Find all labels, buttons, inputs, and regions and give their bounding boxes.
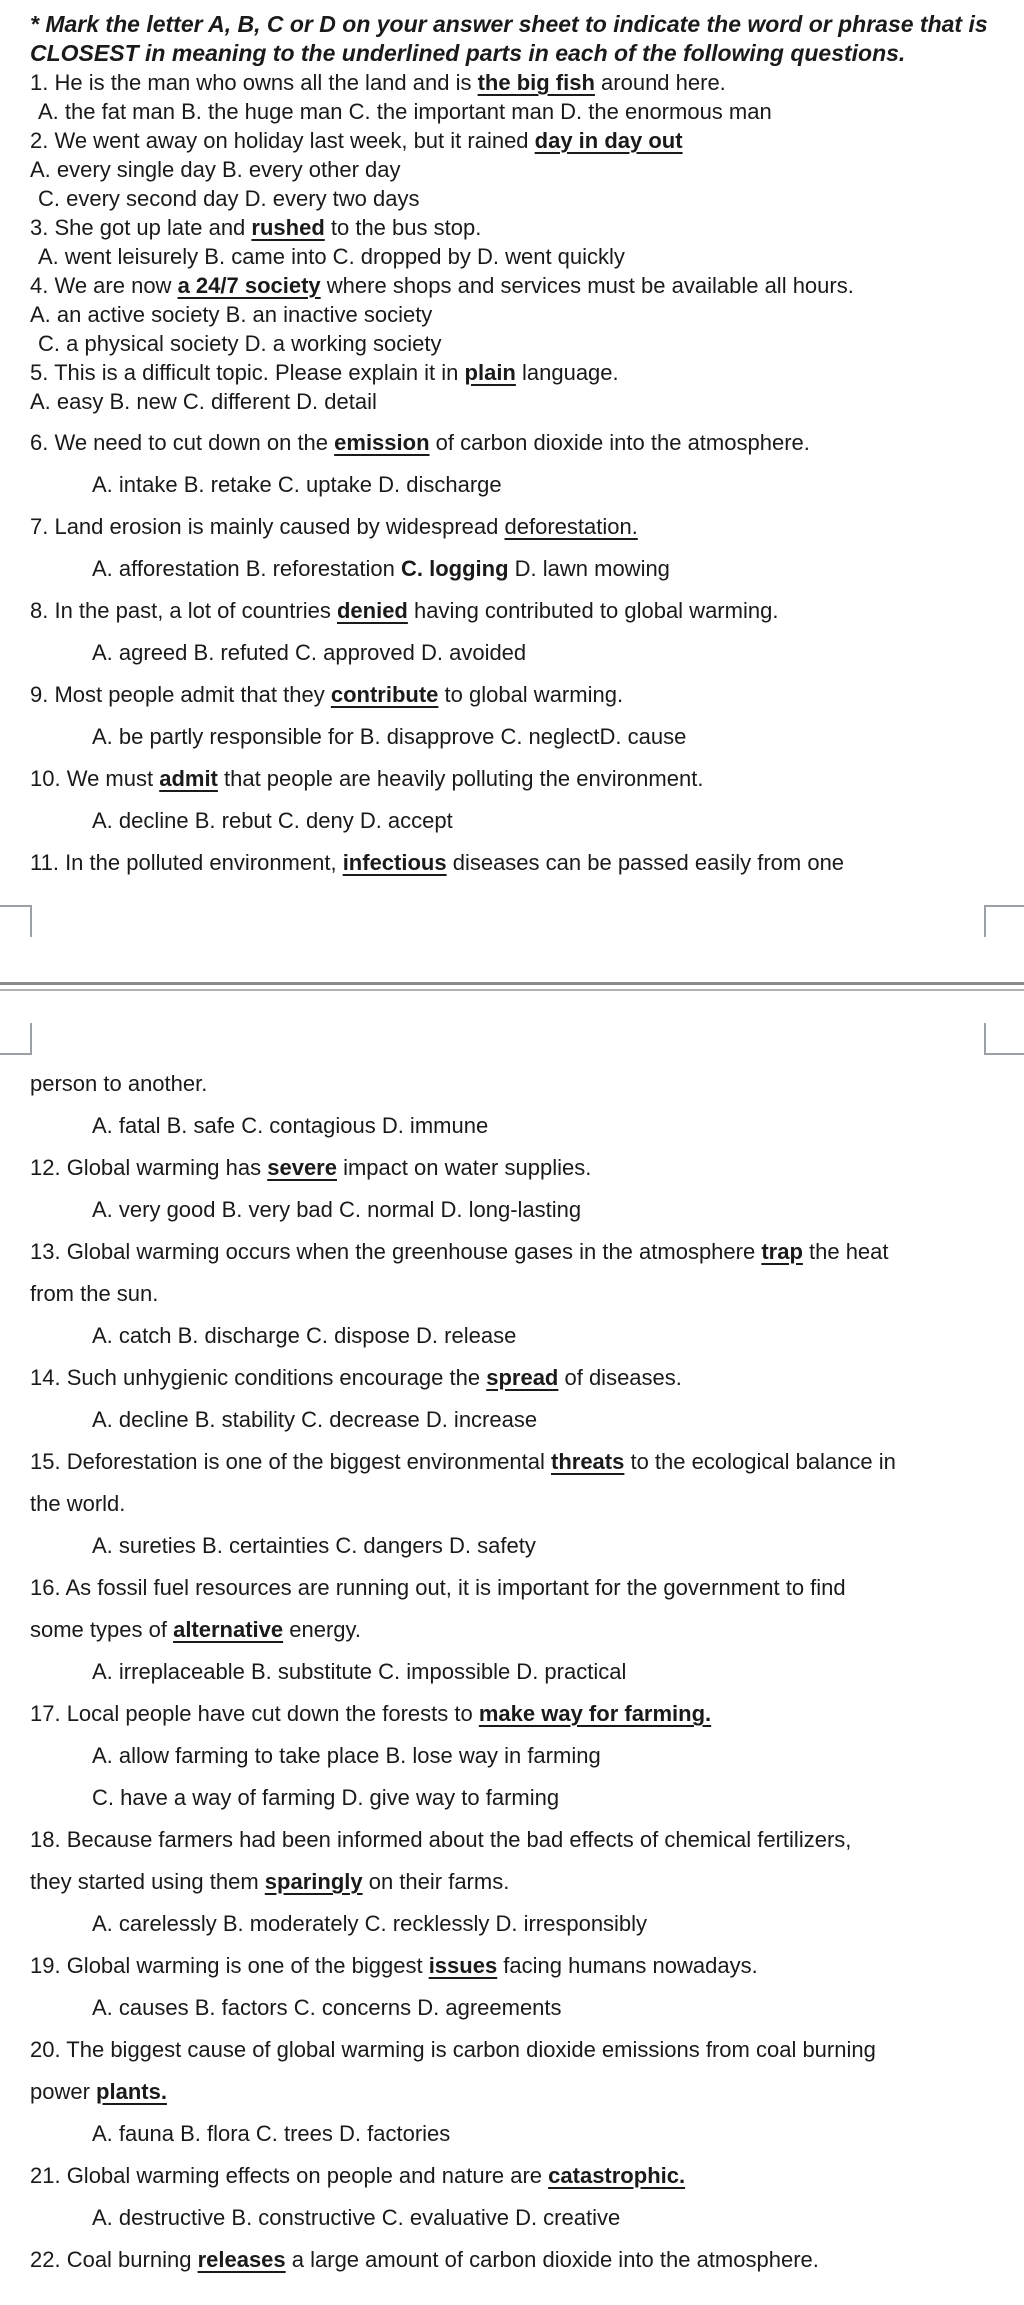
underlined-phrase: the big fish [477, 70, 595, 95]
question-20-options: A. fauna B. flora C. trees D. factories [92, 2121, 451, 2146]
question-2-options-line-2: C. every second day D. every two days [38, 186, 420, 211]
question-3: 3. She got up late and rushed to the bus stop. [30, 215, 482, 240]
question-11-options: A. fatal B. safe C. contagious D. immune [92, 1113, 489, 1138]
question-21-options: A. destructive B. constructive C. evaluative D. creative [92, 2205, 621, 2230]
question-3-options: A. went leisurely B. came into C. dropped by D. went quickly [38, 244, 625, 269]
question-16: 16. As fossil fuel resources are running out, it is important for the government to find [30, 1575, 846, 1600]
underlined-phrase: infectious [342, 850, 447, 875]
page-corner-mark [984, 905, 1024, 937]
question-10: 10. We must admit that people are heavily polluting the environment. [30, 766, 704, 791]
bold-option: C. logging [401, 556, 509, 581]
question-2-options-line-1: A. every single day B. every other day [30, 157, 401, 182]
underlined-phrase: deforestation. [504, 514, 638, 539]
question-21: 21. Global warming effects on people and nature are catastrophic. [30, 2163, 686, 2188]
underlined-phrase: admit [159, 766, 218, 791]
question-10-options: A. decline B. rebut C. deny D. accept [92, 808, 453, 833]
question-6: 6. We need to cut down on the emission of carbon dioxide into the atmosphere. [30, 430, 810, 455]
underlined-phrase: contribute [330, 682, 439, 707]
question-17: 17. Local people have cut down the forests to make way for farming. [30, 1701, 712, 1726]
question-15: 15. Deforestation is one of the biggest environmental threats to the ecological balance in [30, 1449, 896, 1474]
question-9: 9. Most people admit that they contribute to global warming. [30, 682, 624, 707]
underlined-phrase: rushed [251, 215, 325, 240]
underlined-phrase: alternative [173, 1617, 284, 1642]
instruction-heading [30, 10, 994, 68]
question-11: 11. In the polluted environment, infectious diseases can be passed easily from one [30, 850, 845, 875]
question-12: 12. Global warming has severe impact on water supplies. [30, 1155, 592, 1180]
question-6-options: A. intake B. retake C. uptake D. discharge [92, 472, 502, 497]
underlined-phrase: spread [486, 1365, 559, 1390]
underlined-phrase: plants. [96, 2079, 167, 2104]
underlined-phrase: issues [428, 1953, 498, 1978]
underlined-phrase: emission [334, 430, 430, 455]
question-20-continued: power plants. [30, 2079, 167, 2104]
document-page-2 [0, 1040, 1024, 2305]
underlined-phrase: releases [197, 2247, 286, 2272]
question-4-options-line-1: A. an active society B. an inactive society [30, 302, 433, 327]
question-8: 8. In the past, a lot of countries denied having contributed to global warming. [30, 598, 779, 623]
underlined-phrase: catastrophic. [548, 2163, 686, 2188]
question-13: 13. Global warming occurs when the greenhouse gases in the atmosphere trap the heat [30, 1239, 889, 1264]
underlined-phrase: plain [464, 360, 516, 385]
page-break [0, 905, 1024, 1055]
question-7-options: A. afforestation B. reforestation C. logging D. lawn mowing [92, 556, 670, 581]
question-12-options: A. very good B. very bad C. normal D. long-lasting [92, 1197, 582, 1222]
page-divider-line [0, 989, 1024, 991]
question-18: 18. Because farmers had been informed about the bad effects of chemical fertilizers, [30, 1827, 852, 1852]
question-7: 7. Land erosion is mainly caused by widespread deforestation. [30, 514, 638, 539]
underlined-phrase: trap [761, 1239, 803, 1264]
question-14: 14. Such unhygienic conditions encourage the spread of diseases. [30, 1365, 682, 1390]
question-5: 5. This is a difficult topic. Please explain it in plain language. [30, 360, 619, 385]
question-18-options: A. carelessly B. moderately C. recklessly D. irresponsibly [92, 1911, 648, 1936]
underlined-phrase: sparingly [264, 1869, 363, 1894]
question-4: 4. We are now a 24/7 society where shops and services must be available all hours. [30, 273, 854, 298]
question-16-continued: some types of alternative energy. [30, 1617, 361, 1642]
page-divider-line [0, 982, 1024, 985]
question-8-options: A. agreed B. refuted C. approved D. avoided [92, 640, 527, 665]
question-19: 19. Global warming is one of the biggest issues facing humans nowadays. [30, 1953, 758, 1978]
underlined-phrase: severe [267, 1155, 337, 1180]
underlined-phrase: threats [551, 1449, 625, 1474]
question-14-options: A. decline B. stability C. decrease D. increase [92, 1407, 538, 1432]
question-2: 2. We went away on holiday last week, but it rained day in day out [30, 128, 683, 153]
question-22: 22. Coal burning releases a large amount of carbon dioxide into the atmosphere. [30, 2247, 819, 2272]
question-1: 1. He is the man who owns all the land and is the big fish around here. [30, 70, 726, 95]
question-15-options: A. sureties B. certainties C. dangers D. safety [92, 1533, 536, 1558]
question-17-options-line-2: C. have a way of farming D. give way to farming [92, 1785, 560, 1810]
question-4-options-line-2: C. a physical society D. a working society [38, 331, 442, 356]
question-13-options: A. catch B. discharge C. dispose D. release [92, 1323, 517, 1348]
page-corner-mark [0, 905, 32, 937]
underlined-phrase: a 24/7 society [177, 273, 321, 298]
question-17-options-line-1: A. allow farming to take place B. lose way in farming [92, 1743, 601, 1768]
question-13-continued: from the sun. [30, 1281, 159, 1306]
heading-line-2: CLOSEST in meaning to the underlined parts in each of the following questions. [30, 40, 906, 66]
document-page-1 [0, 0, 1024, 975]
heading-line-1: * Mark the letter A, B, C or D on your answer sheet to indicate the word or phrase that is [30, 11, 988, 37]
question-5-options: A. easy B. new C. different D. detail [30, 389, 377, 414]
question-11-continued: person to another. [30, 1071, 208, 1096]
question-18-continued: they started using them sparingly on their farms. [30, 1869, 510, 1894]
underlined-phrase: day in day out [534, 128, 683, 153]
question-9-options: A. be partly responsible for B. disapprove C. neglectD. cause [92, 724, 687, 749]
question-15-continued: the world. [30, 1491, 126, 1516]
underlined-phrase: make way for farming. [478, 1701, 712, 1726]
question-16-options: A. irreplaceable B. substitute C. impossible D. practical [92, 1659, 627, 1684]
question-20: 20. The biggest cause of global warming is carbon dioxide emissions from coal burning [30, 2037, 876, 2062]
question-19-options: A. causes B. factors C. concerns D. agreements [92, 1995, 562, 2020]
underlined-phrase: denied [336, 598, 408, 623]
question-1-options: A. the fat man B. the huge man C. the important man D. the enormous man [38, 99, 772, 124]
